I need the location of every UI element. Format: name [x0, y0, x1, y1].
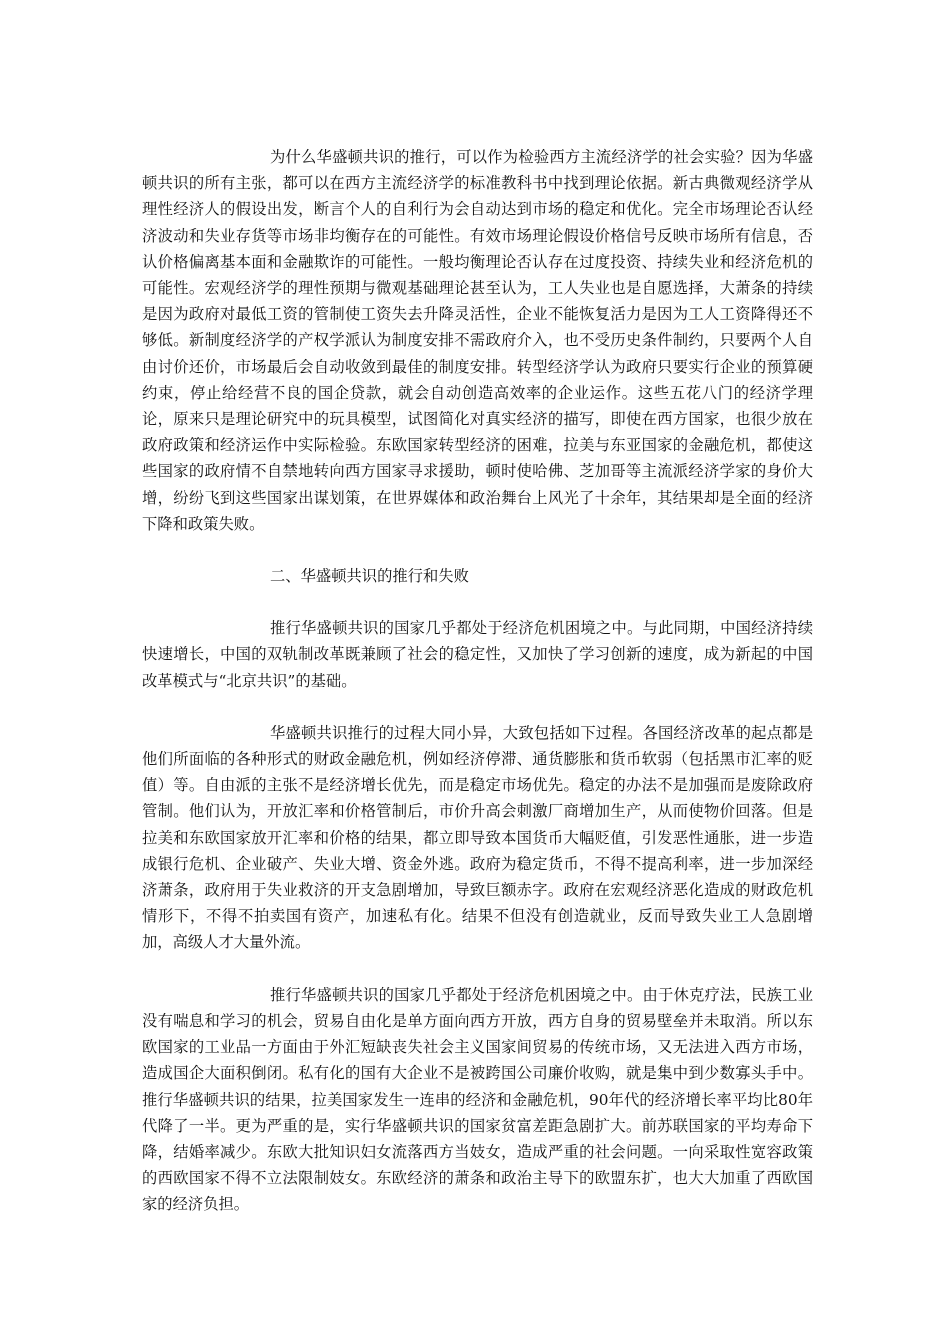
paragraph-spacer	[142, 589, 813, 615]
paragraph-spacer	[142, 694, 813, 720]
paragraph-intro: 为什么华盛顿共识的推行，可以作为检验西方主流经济学的社会实验？因为华盛顿共识的所有主张，都可以在西方主流经济学的标准教科书中找到理论依据。新古典微观经济学从理性经济人的假设出发，断言个人的自利行为会自动达到市场的稳定和优化。完全市场理论否认经济波动和失业存货等市场非均衡存在的可能性。有效市场理论假设价格信号反映市场所有信息，否认价格偏离基本面和金融欺诈的可能性。一般均衡理论否认存在过度投资、持续失业和经济危机的可能性。宏观经济学的理性预期与微观基础理论甚至认为，工人失业也是自愿选择，大萧条的持续是因为政府对最低工资的管制使工资失去升降灵活性，企业不能恢复活力是因为工人工资降得还不够低。新制度经济学的产权学派认为制度安排不需政府介入，也不受历史条件制约，只要两个人自由讨价还价，市场最后会自动收敛到最佳的制度安排。转型经济学认为政府只要实行企业的预算硬约束，停止给经营不良的国企贷款，就会自动创造高效率的企业运作。这些五花八门的经济学理论，原来只是理论研究中的玩具模型，试图简化对真实经济的描写，即使在西方国家，也很少放在政府政策和经济运作中实际检验。东欧国家转型经济的困难，拉美与东亚国家的金融危机，都使这些国家的政府情不自禁地转向西方国家寻求援助，顿时使哈佛、芝加哥等主流派经济学家的身价大增，纷纷飞到这些国家出谋划策，在世界媒体和政治舞台上风光了十余年，其结果却是全面的经济下降和政策失败。	[142, 148, 813, 533]
paragraph-beijing-consensus: 推行华盛顿共识的国家几乎都处于经济危机困境之中。与此同期，中国经济持续快速增长，中国的双轨制改革既兼顾了社会的稳定性，又加快了学习创新的速度，成为新起的中国改革模式与“北京共识”的基础。	[142, 619, 813, 690]
paragraph-spacer	[142, 956, 813, 982]
section-heading: 二、华盛顿共识的推行和失败	[270, 567, 469, 586]
paragraph-process: 华盛顿共识推行的过程大同小异，大致包括如下过程。各国经济改革的起点都是他们所面临的各种形式的财政金融危机，例如经济停滞、通货膨胀和货币软弱（包括黑市汇率的贬值）等。自由派的主张不是经济增长优先，而是稳定市场优先。稳定的办法不是加强而是废除政府管制。他们认为，开放汇率和价格管制后，市价升高会刺激厂商增加生产，从而使物价回落。但是拉美和东欧国家放开汇率和价格的结果，都立即导致本国货币大幅贬值，引发恶性通胀，进一步造成银行危机、企业破产、失业大增、资金外逃。政府为稳定货币，不得不提高利率，进一步加深经济萧条，政府用于失业救济的开支急剧增加，导致巨额赤字。政府在宏观经济恶化造成的财政危机情形下，不得不拍卖国有资产，加速私有化。结果不但没有创造就业，反而导致失业工人急剧增加，高级人才大量外流。	[142, 723, 813, 952]
paragraph-spacer	[142, 537, 813, 563]
paragraph-consequences: 推行华盛顿共识的国家几乎都处于经济危机困境之中。由于休克疗法，民族工业没有喘息和学习的机会，贸易自由化是单方面向西方开放，西方自身的贸易壁垒并未取消。所以东欧国家的工业品一方面由于外汇短缺丧失社会主义国家间贸易的传统市场，又无法进入西方市场，造成国企大面积倒闭。私有化的国有大企业不是被跨国公司廉价收购，就是集中到少数寡头手中。推行华盛顿共识的结果，拉美国家发生一连串的经济和金融危机，90年代的经济增长率平均比80年代降了一半。更为严重的是，实行华盛顿共识的国家贫富差距急剧扩大。前苏联国家的平均寿命下降，结婚率减少。东欧大批知识妇女流落西方当妓女，造成严重的社会问题。一向采取性宽容政策的西欧国家不得不立法限制妓女。东欧经济的萧条和政治主导下的欧盟东扩，也大大加重了西欧国家的经济负担。	[142, 985, 813, 1214]
document-page	[142, 144, 813, 1218]
